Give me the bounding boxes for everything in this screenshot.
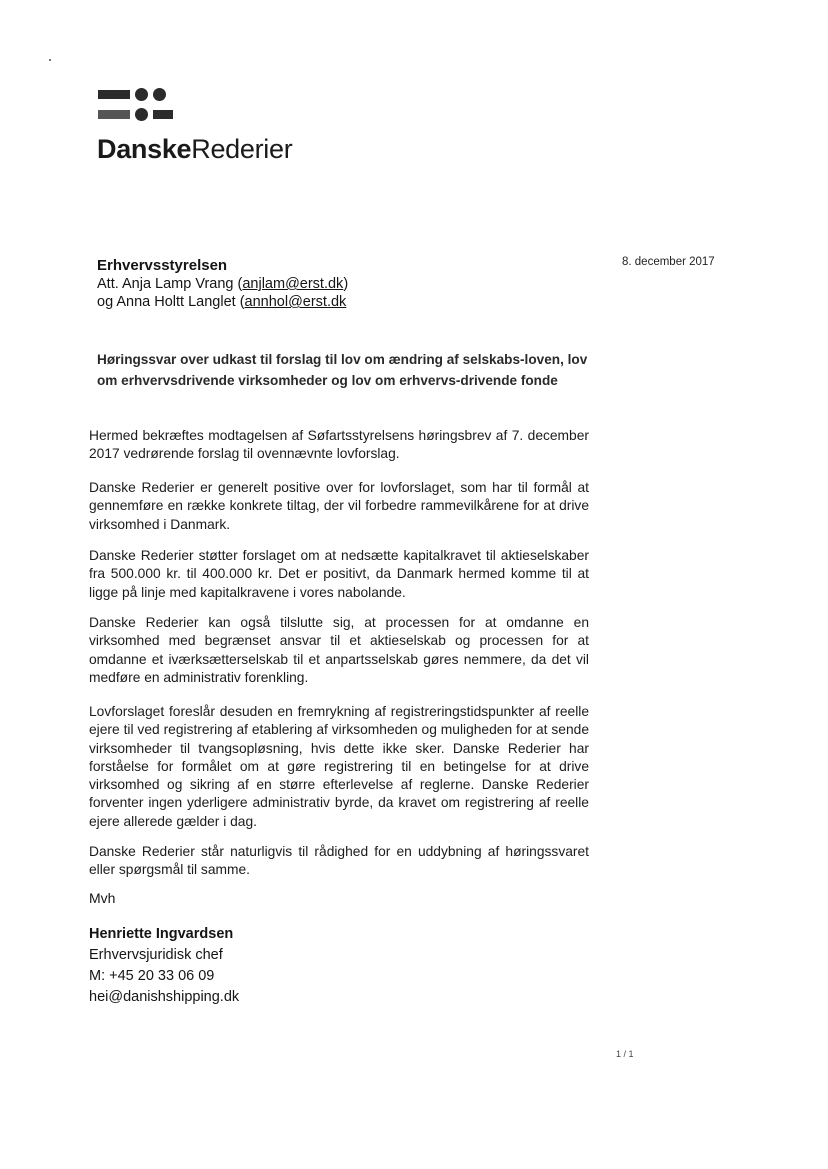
body-paragraph-3: Danske Rederier støtter forslaget om at nedsætte kapitalkravet til aktieselskaber fra 500.000 kr. til 400.000 kr. Det er positivt, da Danmark hermed komme til at ligge på linje med kapitalkravene i vores nabolande. [89, 548, 589, 600]
signer-phone: M: +45 20 33 06 09 [89, 968, 215, 984]
logo-wordmark [97, 134, 292, 165]
body-paragraph-2: Danske Rederier er generelt positive over for lovforslaget, som har til formål at gennemføre en række konkrete tiltag, der vil forbedre rammevilkårene for at drive virksomhed i Danmark. [89, 480, 589, 532]
logo-row-bottom [98, 106, 173, 123]
recipient-block [97, 257, 348, 311]
logo-dot [135, 108, 148, 121]
recipient-email-2[interactable]: annhol@erst.dk [244, 294, 347, 310]
signer-name: Henriette Ingvardsen [89, 926, 234, 942]
page-number: 1 / 1 [616, 1049, 634, 1059]
scan-speck [49, 59, 51, 61]
logo-dot [153, 88, 166, 101]
body-paragraph-6: Danske Rederier står naturligvis til rådighed for en uddybning af høringssvaret eller spørgsmål til samme. [89, 844, 589, 878]
body-paragraph-4: Danske Rederier kan også tilslutte sig, at processen for at omdanne en virksomhed med begrænset ansvar til et aktieselskab og processen for at omdanne et iværksætterselskab til et anpartsselskab gøres nemmere, da det vil medføre en administrativ forenkling. [89, 615, 589, 685]
body-paragraph-5: Lovforslaget foreslår desuden en fremrykning af registreringstidspunkter af reelle ejere til ved registrering af etablering af virksomheden og muligheden for at sende virksomheder til tvangsopløsning, hvis dette ikke sker. Danske Rederier har forståelse for formålet om at gøre registrering til en betingelse for at drive virksomhed og sikring af en større efterlevelse af reglerne. Danske Rederier forventer ingen yderligere administrativ byrde, da kravet om registrering af reelle ejere allerede gælder i dag. [89, 704, 589, 829]
recipient-line-2 [97, 293, 348, 311]
logo-bar [153, 110, 173, 119]
logo-mark [98, 86, 173, 126]
closing-greeting: Mvh [89, 890, 116, 906]
recipient-org: Erhvervsstyrelsen [97, 257, 228, 274]
body-paragraph-1: Hermed bekræftes modtagelsen af Søfartsstyrelsens høringsbrev af 7. december 2017 vedrørende forslag til ovennævnte lovforslag. [89, 428, 589, 462]
recipient-line-1-suffix: ) [343, 276, 349, 292]
signature-block [89, 924, 239, 1008]
logo-bar [98, 90, 130, 99]
logo-bar [98, 110, 130, 119]
signer-title: Erhvervsjuridisk chef [89, 947, 223, 963]
logo-word-regular: Rederier [191, 134, 293, 164]
signer-email[interactable]: hei@danishshipping.dk [89, 989, 240, 1005]
letter-heading: Høringssvar over udkast til forslag til lov om ændring af selskabs-loven, lov om erhvervsdrivende virksomheder og lov om erhvervs-drivende fonde [97, 352, 588, 388]
logo-dot [135, 88, 148, 101]
recipient-line-1 [97, 275, 348, 293]
recipient-line-2-prefix: og Anna Holtt Langlet ( [97, 294, 245, 310]
logo-row-top [98, 86, 173, 103]
recipient-line-1-prefix: Att. Anja Lamp Vrang ( [97, 276, 243, 292]
logo-word-bold: Danske [97, 134, 192, 164]
recipient-email-1[interactable]: anjlam@erst.dk [242, 276, 344, 292]
letter-date: 8. december 2017 [622, 256, 715, 268]
